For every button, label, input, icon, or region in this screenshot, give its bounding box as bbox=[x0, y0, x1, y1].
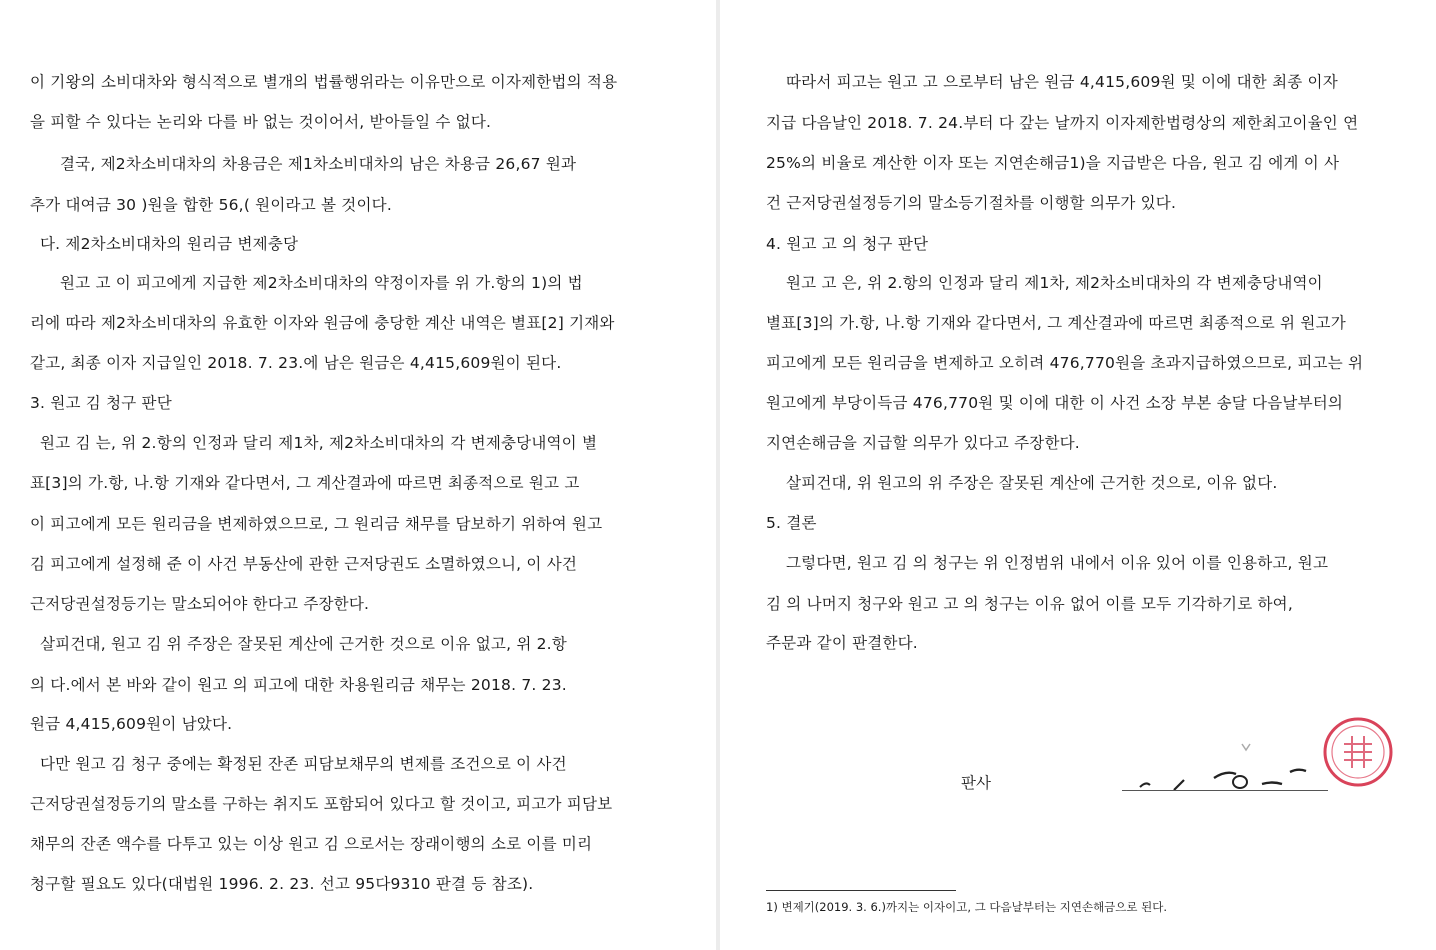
text-line: 표[3]의 가.항, 나.항 기재와 같다면서, 그 계산결과에 따르면 최종적으로 원고 고 bbox=[30, 474, 580, 492]
text-line: 근저당권설정등기는 말소되어야 한다고 주장한다. bbox=[30, 595, 370, 613]
text-line: 이 피고에게 모든 원리금을 변제하였으므로, 그 원리금 채무를 담보하기 위하여 원고 bbox=[30, 515, 603, 533]
text-line: 다만 원고 김 청구 중에는 확정된 잔존 피담보채무의 변제를 조건으로 이 사건 bbox=[40, 755, 567, 773]
section-heading: 3. 원고 김 청구 판단 bbox=[30, 394, 172, 412]
text-line: 별표[3]의 가.항, 나.항 기재와 같다면서, 그 계산결과에 따르면 최종적으로 위 원고가 bbox=[766, 314, 1346, 332]
section-heading: 4. 원고 고 의 청구 판단 bbox=[766, 235, 929, 253]
text-line: 김 피고에게 설정해 준 이 사건 부동산에 관한 근저당권도 소멸하였으니, 이 사건 bbox=[30, 555, 578, 573]
right-page bbox=[718, 0, 1436, 950]
text-line: 원고 고 이 피고에게 지급한 제2차소비대차의 약정이자를 위 가.항의 1)의 법 bbox=[60, 274, 583, 292]
text-line: 원고 김 는, 위 2.항의 인정과 달리 제1차, 제2차소비대차의 각 변제충당내역이 별 bbox=[40, 434, 598, 452]
text-line: 근저당권설정등기의 말소를 구하는 취지도 포함되어 있다고 할 것이고, 피고가 피담보 bbox=[30, 795, 613, 813]
footnote-rule bbox=[766, 890, 956, 891]
text-line: 원고에게 부당이득금 476,770원 및 이에 대한 이 사건 소장 부본 송달 다음날부터의 bbox=[766, 394, 1344, 412]
signature-line bbox=[1122, 790, 1328, 791]
text-line: 원금 4,415,609원이 남았다. bbox=[30, 715, 233, 733]
text-line: 건 근저당권설정등기의 말소등기절차를 이행할 의무가 있다. bbox=[766, 194, 1177, 212]
text-line: 25%의 비율로 계산한 이자 또는 지연손해금1)을 지급받은 다음, 원고 김 에게 이 사 bbox=[766, 154, 1340, 172]
text-line: 의 다.에서 본 바와 같이 원고 의 피고에 대한 차용원리금 채무는 2018. 7. 23. bbox=[30, 676, 567, 694]
text-line: 이 기왕의 소비대차와 형식적으로 별개의 법률행위라는 이유만으로 이자제한법의 적용 bbox=[30, 73, 618, 91]
text-line: 원고 고 은, 위 2.항의 인정과 달리 제1차, 제2차소비대차의 각 변제충당내역이 bbox=[786, 274, 1323, 292]
text-line: 피고에게 모든 원리금을 변제하고 오히려 476,770원을 초과지급하였으므로, 피고는 위 bbox=[766, 354, 1364, 372]
text-line: 따라서 피고는 원고 고 으로부터 남은 원금 4,415,609원 및 이에 대한 최종 이자 bbox=[786, 73, 1338, 91]
footnote: 1) 변제기(2019. 3. 6.)까지는 이자이고, 그 다음날부터는 지연손해금으로 된다. bbox=[766, 900, 1168, 914]
text-line: 을 피할 수 있다는 논리와 다를 바 없는 것이어서, 받아들일 수 없다. bbox=[30, 113, 492, 131]
text-line: 결국, 제2차소비대차의 차용금은 제1차소비대차의 남은 차용금 26,67 원과 bbox=[60, 155, 577, 173]
text-line: 김 의 나머지 청구와 원고 고 의 청구는 이유 없어 이를 모두 기각하기로 하여, bbox=[766, 595, 1293, 613]
text-line: 채무의 잔존 액수를 다투고 있는 이상 원고 김 으로서는 장래이행의 소로 이를 미리 bbox=[30, 835, 593, 853]
text-line: 지급 다음날인 2018. 7. 24.부터 다 갚는 날까지 이자제한법령상의 제한최고이율인 연 bbox=[766, 114, 1359, 132]
court-seal-icon bbox=[1322, 716, 1394, 788]
text-line: 주문과 같이 판결한다. bbox=[766, 634, 918, 652]
section-heading: 다. 제2차소비대차의 원리금 변제충당 bbox=[40, 235, 299, 253]
text-line: 살피건대, 위 원고의 위 주장은 잘못된 계산에 근거한 것으로, 이유 없다. bbox=[786, 474, 1278, 492]
text-line: 살피건대, 원고 김 위 주장은 잘못된 계산에 근거한 것으로 이유 없고, 위 2.항 bbox=[40, 635, 567, 653]
text-line: 리에 따라 제2차소비대차의 유효한 이자와 원금에 충당한 계산 내역은 별표[2] 기재와 bbox=[30, 314, 615, 332]
text-line: 청구할 필요도 있다(대법원 1996. 2. 23. 선고 95다9310 판결 등 참조). bbox=[30, 875, 534, 893]
signature-image bbox=[1122, 732, 1332, 802]
text-line: 같고, 최종 이자 지급일인 2018. 7. 23.에 남은 원금은 4,415,609원이 된다. bbox=[30, 354, 562, 372]
text-line: 추가 대여금 30 )원을 합한 56,( 원이라고 볼 것이다. bbox=[30, 196, 392, 214]
section-heading: 5. 결론 bbox=[766, 514, 817, 532]
text-line: 지연손해금을 지급할 의무가 있다고 주장한다. bbox=[766, 434, 1080, 452]
judge-label: 판사 bbox=[961, 774, 991, 792]
text-line: 그렇다면, 원고 김 의 청구는 위 인정범위 내에서 이유 있어 이를 인용하고, 원고 bbox=[786, 554, 1329, 572]
